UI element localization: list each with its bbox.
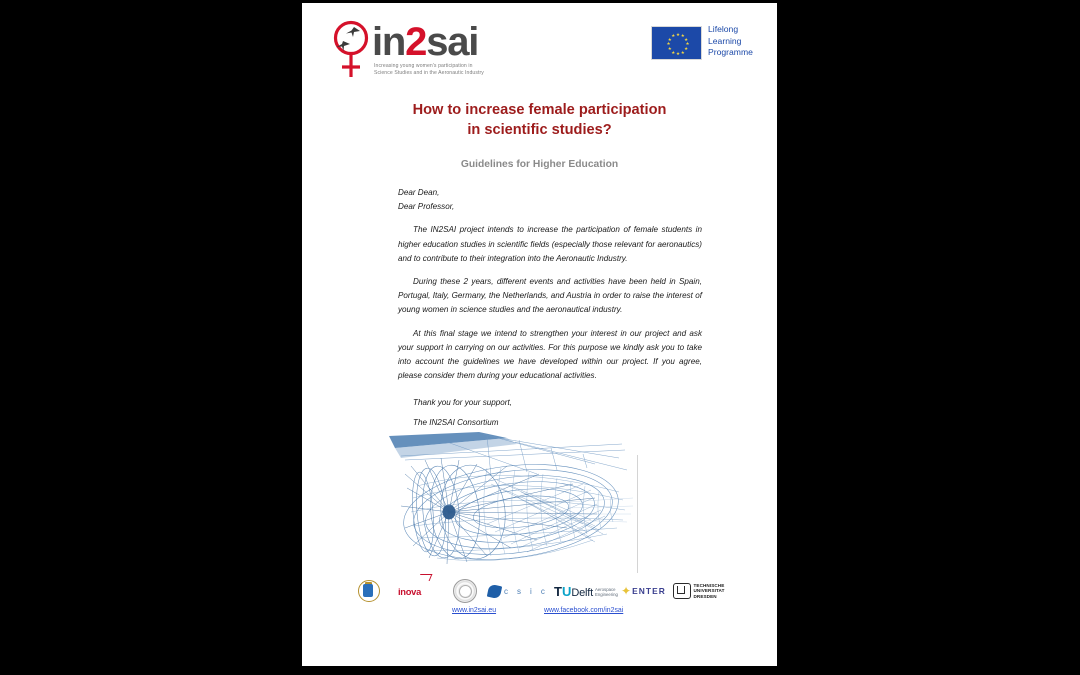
lifelong-learning-programme-logo xyxy=(651,24,771,66)
eu-star-icon: ★ xyxy=(666,41,671,47)
llp-text xyxy=(708,24,753,59)
tu-dresden-line-2: UNIVERSITAT xyxy=(693,588,725,594)
partner-logo-tu-dresden xyxy=(673,577,725,605)
eu-star-icon: ★ xyxy=(680,49,685,55)
tudelft-delft: Delft xyxy=(571,586,593,599)
eu-star-icon: ★ xyxy=(684,46,689,52)
tudelft-subtitle xyxy=(595,588,618,598)
eu-star-icon: ★ xyxy=(684,36,689,42)
csic-glyph-icon xyxy=(487,583,502,598)
tudelft-t: T xyxy=(554,583,562,599)
tagline-line-2: Science Studies and in the Aeronautic Industry xyxy=(374,69,484,76)
eu-star-icon: ★ xyxy=(667,46,672,52)
partner-logo-csic xyxy=(488,577,548,605)
spacer xyxy=(398,383,702,396)
page-title-line-2: in scientific studies? xyxy=(467,122,612,138)
inova-swoosh-icon xyxy=(418,574,433,581)
llp-line-1: Lifelong xyxy=(708,24,739,34)
partner-logo-inova xyxy=(398,577,421,605)
tu-dresden-line-3: DRESDEN xyxy=(693,593,717,599)
tudelft-sub-line-2: Engineering xyxy=(594,591,618,597)
partner-logo-ucm xyxy=(453,577,477,605)
tudelft-u: U xyxy=(561,583,572,599)
partner-logo-enter xyxy=(621,577,666,605)
page-title-line-1: How to increase female participation xyxy=(412,102,667,118)
tu-dresden-emblem-icon xyxy=(673,583,691,599)
tu-dresden-mark xyxy=(673,583,725,599)
wordmark-in: in xyxy=(372,20,406,64)
eu-star-icon: ★ xyxy=(667,36,672,42)
brand-tagline xyxy=(374,63,539,76)
csic-mark xyxy=(488,585,548,598)
llp-line-3: Programme xyxy=(708,47,753,58)
spacer xyxy=(398,214,702,223)
in2sai-wordmark xyxy=(372,21,478,63)
letter-body xyxy=(398,186,702,430)
website-link[interactable]: www.in2sai.eu xyxy=(452,607,497,614)
female-gender-symbol-icon xyxy=(330,19,372,79)
wordmark-sai: sai xyxy=(426,20,479,64)
eu-flag-icon xyxy=(651,26,702,60)
enter-mark xyxy=(621,585,666,597)
eu-star-icon: ★ xyxy=(671,49,676,55)
document-header xyxy=(302,3,777,89)
spacer xyxy=(398,318,702,327)
enter-wordmark: ENTER xyxy=(632,586,666,596)
tudelft-mark xyxy=(554,584,618,599)
title-block xyxy=(302,100,777,170)
footer-links xyxy=(302,607,777,619)
tu-dresden-text xyxy=(694,583,725,598)
salutation-line-1: Dear Dean, xyxy=(398,188,440,197)
tagline-line-1: Increasing young women's participation in xyxy=(374,63,473,69)
tu-dresden-line-1: TECHNISCHE xyxy=(693,583,725,589)
letter-closing: Thank you for your support, xyxy=(413,398,512,408)
vertical-divider xyxy=(637,455,638,573)
wordmark-2: 2 xyxy=(405,20,427,64)
partner-logo-upm xyxy=(358,577,380,605)
in2sai-logo xyxy=(330,17,540,79)
spacer xyxy=(398,266,702,275)
university-seal-icon xyxy=(358,580,380,602)
partner-logos-strip xyxy=(358,577,725,605)
eu-star-icon: ★ xyxy=(680,33,685,39)
ucm-seal-icon xyxy=(453,579,477,603)
inova-wordmark: inova xyxy=(398,585,421,597)
csic-letters: c s i c xyxy=(504,586,549,596)
star-icon: ✦ xyxy=(621,584,632,598)
letter-paragraph-1: The IN2SAI project intends to increase the participation of female students in higher education studies in scientific fields (especially those relevant for aeronautics) and to contribute to their integration into the Aeronautic Industry. xyxy=(398,225,702,263)
facebook-link[interactable]: www.facebook.com/in2sai xyxy=(544,607,624,614)
llp-line-2: Learning xyxy=(708,35,742,46)
eu-star-icon: ★ xyxy=(675,31,680,37)
partner-logo-tudelft xyxy=(554,577,618,605)
letter-paragraph-3: At this final stage we intend to strengthen your interest in our project and ask your support in carrying on our activities. For this purpose we kindly ask you to take into account the guidelines we have developed within our project. If you agree, please consider them during your educational activities. xyxy=(398,328,702,381)
tudelft-sub-line-1: Aerospace xyxy=(594,587,616,593)
document-page xyxy=(302,3,777,666)
eu-star-icon: ★ xyxy=(671,33,676,39)
letter-signature: The IN2SAI Consortium xyxy=(413,417,499,427)
salutation-line-2: Dear Professor, xyxy=(398,202,455,212)
eu-star-icon: ★ xyxy=(685,41,690,47)
page-subtitle: Guidelines for Higher Education xyxy=(460,159,619,170)
eu-star-icon: ★ xyxy=(675,50,680,56)
aircraft-wireframe-illustration xyxy=(387,428,635,573)
letter-paragraph-2: During these 2 years, different events and activities have been held in Spain, Portugal, Italy, Germany, the Netherlands, and Austria in order to raise the interest of young women in science studies and the aeronautical industry. xyxy=(398,277,702,315)
